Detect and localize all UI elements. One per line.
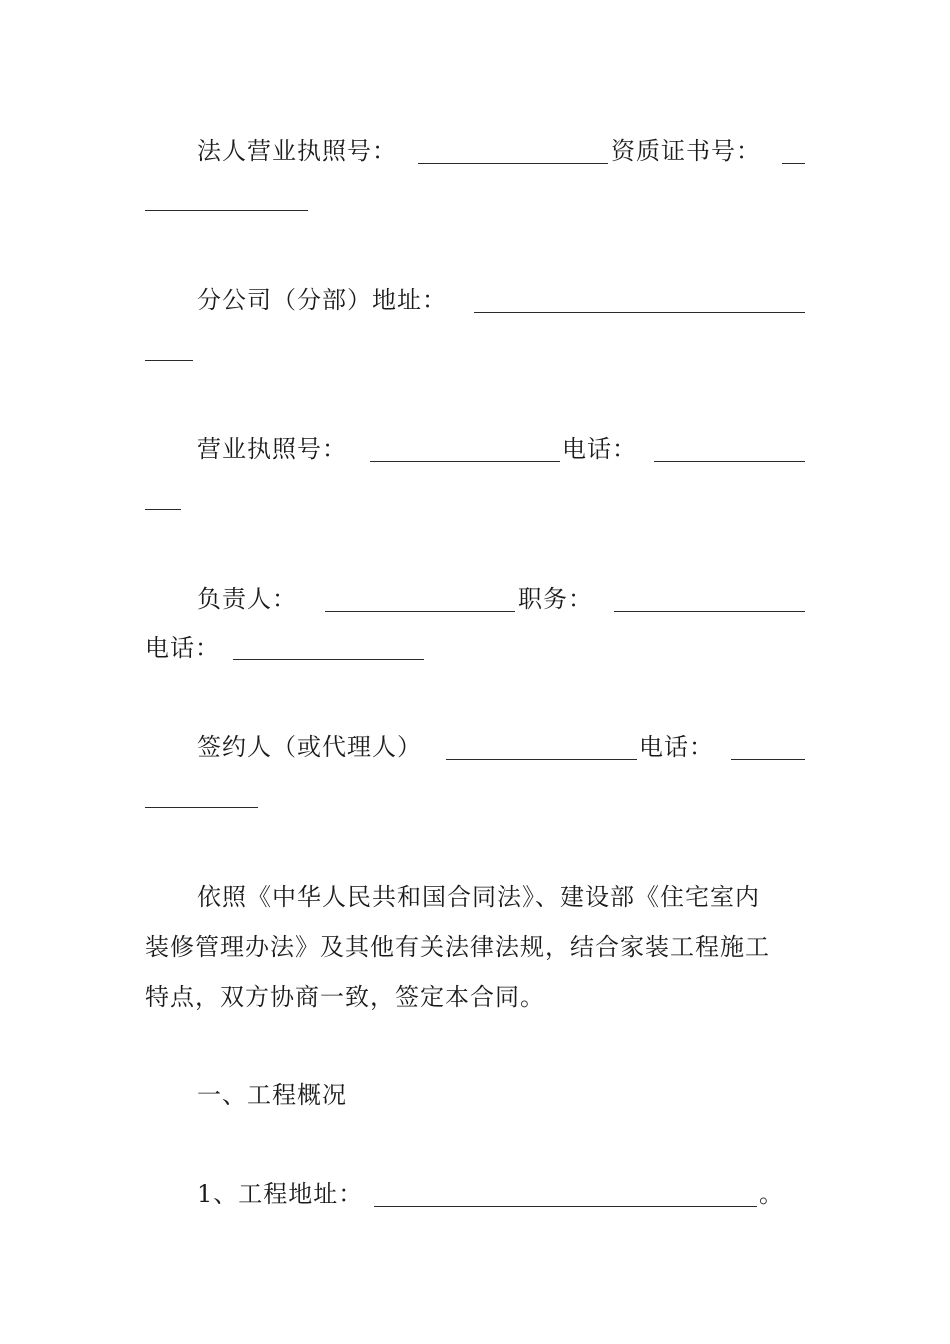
business-license-blank[interactable] <box>370 461 560 462</box>
signer-phone-label: 电话： <box>639 733 714 761</box>
project-address-label: 1、工程地址： <box>197 1180 364 1208</box>
qualification-certificate-blank-continued[interactable] <box>145 210 308 211</box>
paragraph-line-2: 装修管理办法》及其他有关法律法规，结合家装工程施工 <box>145 933 770 961</box>
paragraph-line-1: 依照《中华人民共和国合同法》、建设部《住宅室内 <box>197 883 760 911</box>
section-heading: 一、工程概况 <box>197 1081 347 1109</box>
project-address-period: 。 <box>759 1180 784 1208</box>
phone-label: 电话： <box>562 435 637 463</box>
manager-label: 负责人： <box>197 585 297 613</box>
qualification-certificate-label: 资质证书号： <box>611 137 761 165</box>
manager-blank[interactable] <box>325 611 515 612</box>
signer-phone-blank-continued[interactable] <box>145 807 258 808</box>
branch-address-blank-continued[interactable] <box>145 360 193 361</box>
branch-address-label: 分公司（分部）地址： <box>197 286 447 314</box>
phone-blank-continued[interactable] <box>145 509 181 510</box>
manager-phone-blank[interactable] <box>233 659 424 660</box>
license-number-label: 法人营业执照号： <box>197 137 397 165</box>
business-license-label: 营业执照号： <box>197 435 347 463</box>
signer-phone-blank[interactable] <box>731 759 805 760</box>
qualification-certificate-blank[interactable] <box>782 163 805 164</box>
position-blank[interactable] <box>614 611 805 612</box>
signer-blank[interactable] <box>446 759 637 760</box>
signer-label: 签约人（或代理人） <box>197 733 422 761</box>
branch-address-blank[interactable] <box>474 312 805 313</box>
position-label: 职务： <box>518 585 593 613</box>
paragraph-line-3: 特点，双方协商一致，签定本合同。 <box>145 983 545 1011</box>
project-address-blank[interactable] <box>374 1206 757 1207</box>
manager-phone-label: 电话： <box>145 634 220 662</box>
phone-blank[interactable] <box>654 461 805 462</box>
license-number-blank[interactable] <box>418 163 608 164</box>
